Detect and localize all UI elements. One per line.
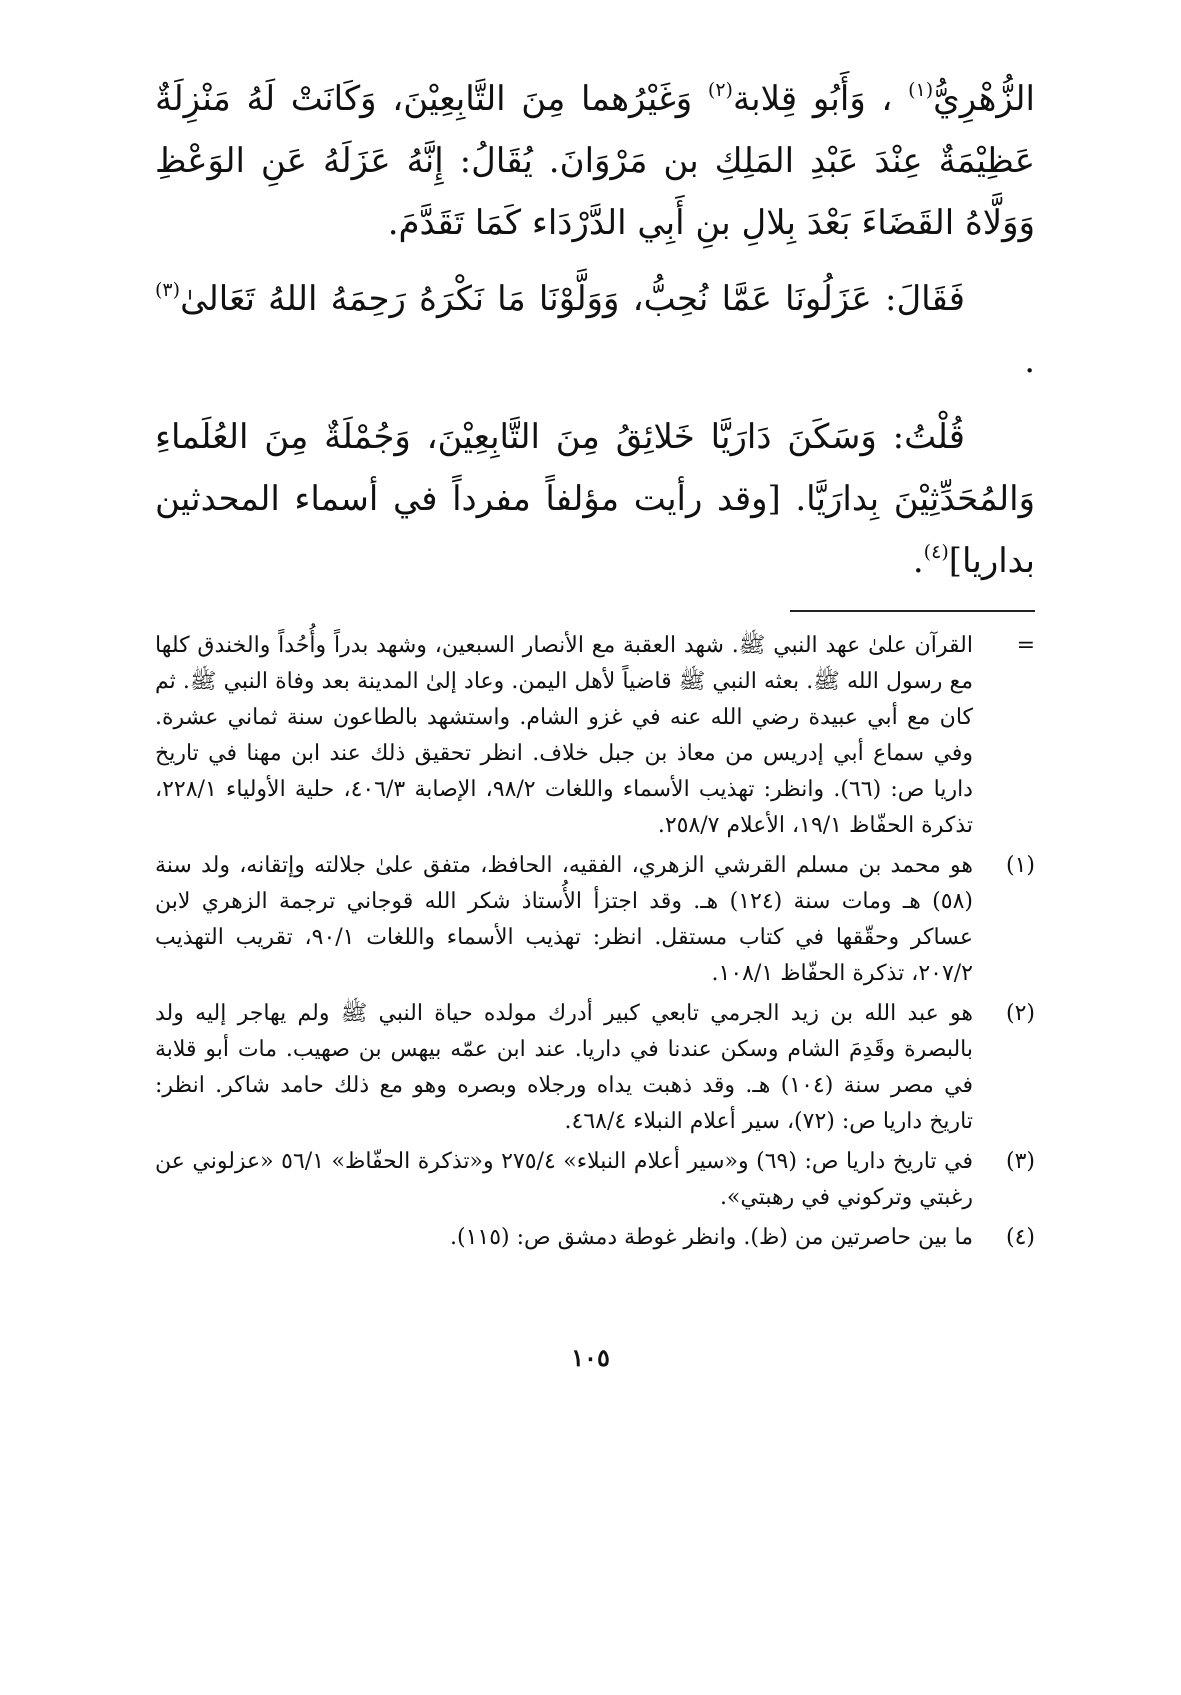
main-paragraph-3-part-b: . [912, 541, 924, 581]
main-paragraph-1-part-b: ، وَأَبُو قِلابة [732, 79, 893, 119]
footnote-text: ما بين حاصرتين من (ظ). وانظر غوطة دمشق ص: (١١٥). [450, 1225, 973, 1250]
footnote-2 [155, 996, 1035, 1140]
footnote-1 [155, 848, 1035, 992]
footnote-marker: (٤) [1005, 1225, 1035, 1250]
footnote-text: هو عبد الله بن زيد الجرمي تابعي كبير أدرك مولده حياة النبي ﷺ ولم يهاجر إليه ولد بالبصرة وقَدِمَ الشام وسكن عندنا في داريا. عند ابن عمّه بيهس بن صهيب. مات أبو قلابة في مصر سنة (١٠٤) هـ. وقد ذهبت يداه ورجلاه وبصره وهو مع ذلك حامد شاكر. انظر: تاريخ داريا ص: (٧٢)، سير أعلام النبلاء ٤٦٨/٤. [155, 1001, 973, 1134]
footnote-continuation [155, 628, 1035, 844]
footnote-marker: (٣) [1005, 1149, 1035, 1174]
main-paragraph-1-part-c: وَغَيْرُهما مِنَ التَّابِعِيْنَ، وَكَانَتْ لَهُ مَنْزِلَةٌ عَظِيْمَةٌ عِنْدَ عَبْدِ المَلِكِ بن مَرْوَانَ. يُقَالُ: إِنَّهُ عَزَلَهُ عَنِ الوَعْظِ وَوَلَّاهُ القَضَاءَ بَعْدَ بِلالِ بنِ أَبِي الدَّرْدَاء كَمَا تَقَدَّمَ. [155, 79, 1035, 243]
footnote-text: القرآن علىٰ عهد النبي ﷺ. شهد العقبة مع الأنصار السبعين، وشهد بدراً وأُحُداً والخندق كلها مع رسول الله ﷺ. بعثه النبي ﷺ قاضياً لأهل اليمن. وعاد إلىٰ المدينة بعد وفاة النبي ﷺ. ثم كان مع أبي عبيدة رضي الله عنه في غزو الشام. واستشهد بالطاعون سنة ثماني عشرة. وفي سماع أبي إدريس من معاذ بن جبل خلاف. انظر تحقيق ذلك عند ابن مهنا في تاريخ داريا ص: (٦٦). وانظر: تهذيب الأسماء واللغات ٩٨/٢، الإصابة ٤٠٦/٣، حلية الأولياء ٢٢٨/١، تذكرة الحفّاظ ١٩/١، الأعلام ٢٥٨/٧. [155, 633, 973, 838]
main-paragraph-1-part-a: الزُّهْرِيُّ [933, 79, 1035, 119]
footnote-ref-2: (٢) [707, 79, 733, 101]
footnote-marker: = [1016, 633, 1035, 658]
footnote-3 [155, 1144, 1035, 1216]
footnote-marker: (١) [1005, 853, 1035, 878]
footnote-text: في تاريخ داريا ص: (٦٩) و«سير أعلام النبلاء» ٢٧٥/٤ و«تذكرة الحفّاظ» ٥٦/١ «عزلوني عن رغبتي وتركوني في رهبتي». [155, 1149, 973, 1210]
footnotes [155, 628, 1035, 1260]
footnote-text: هو محمد بن مسلم القرشي الزهري، الفقيه، الحافظ، متفق علىٰ جلالته وإتقانه، ولد سنة (٥٨) هـ ومات سنة (١٢٤) هـ. وقد اجتزأ الأُستاذ شكر الله قوجاني ترجمة الزهري لابن عساكر وحقّقها في كتاب مستقل. انظر: تهذيب الأسماء واللغات ٩٠/١، تقريب التهذيب ٢٠٧/٢، تذكرة الحفّاظ ١٠٨/١. [155, 853, 974, 986]
footnote-ref-3: (٣) [155, 279, 181, 301]
main-paragraph-3-part-a: قُلْتُ: وَسَكَنَ دَارَيَّا خَلائِقُ مِنَ التَّابِعِيْنَ، وَجُمْلَةٌ مِنَ العُلَماءِ وَالمُحَدِّثِيْنَ بِدارَيَّا. [وقد رأيت مؤلفاً مفرداً في أسماء المحدثين بداريا] [155, 417, 1035, 581]
footnote-ref-4: (٤) [923, 541, 949, 563]
page-number: ١٠٥ [571, 1343, 610, 1372]
main-text [155, 68, 1035, 606]
footnote-separator [790, 610, 1035, 612]
footnote-4 [155, 1220, 1035, 1256]
footnote-marker: (٢) [1005, 1001, 1035, 1026]
main-paragraph-2 [155, 268, 1035, 392]
main-paragraph-1 [155, 68, 1035, 254]
footnote-ref-1: (١) [908, 79, 934, 101]
main-paragraph-2-part-b: . [1024, 341, 1035, 381]
main-paragraph-3 [155, 406, 1035, 592]
main-paragraph-2-part-a: فَقَالَ: عَزَلُونَا عَمَّا نُحِبُّ، وَوَلَّوْنَا مَا نَكْرَهُ رَحِمَهُ اللهُ تَعَالىٰ [180, 279, 965, 319]
